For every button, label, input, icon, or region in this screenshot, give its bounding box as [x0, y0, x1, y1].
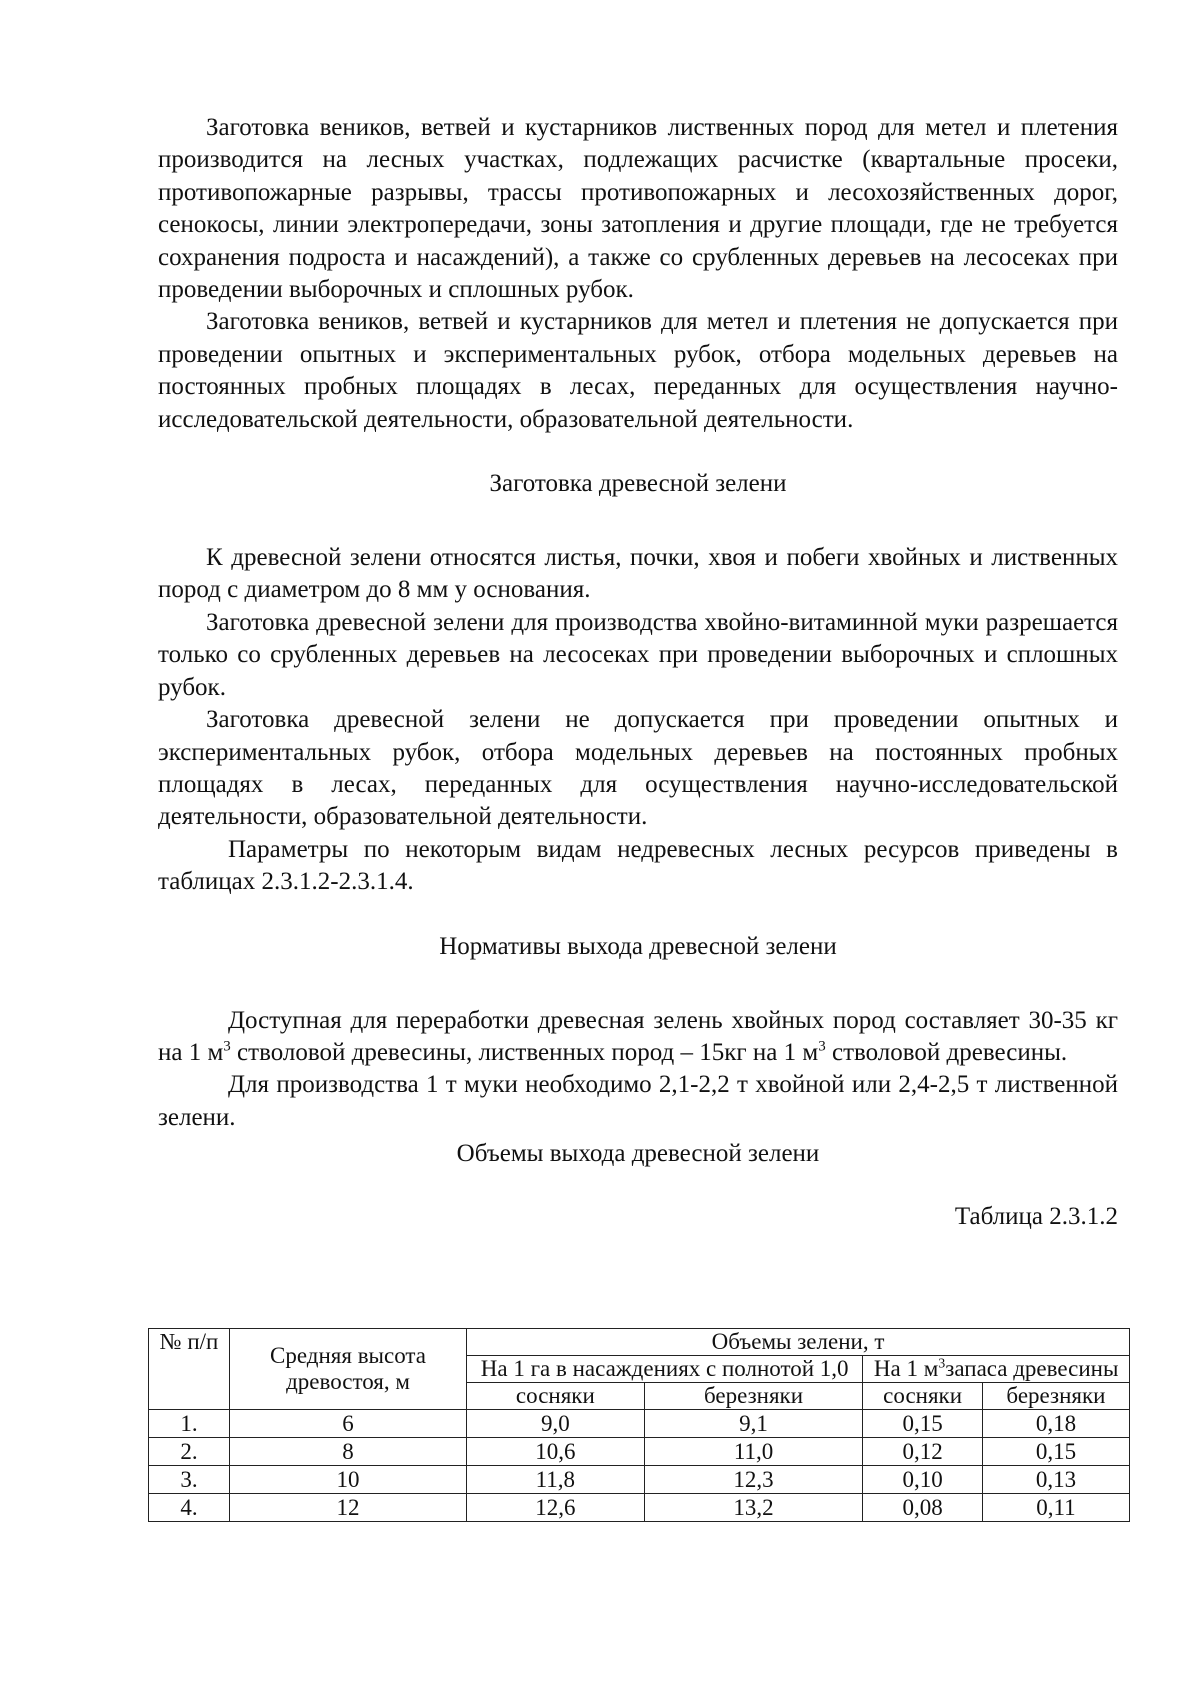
table-cell: 0,11: [982, 1494, 1129, 1522]
paragraph-parameters-reference: Параметры по некоторым видам недревесных лесных ресурсов приведены в таблицах 2.3.1.2-2.3.1.4.: [158, 835, 1118, 896]
header-birch-per-ha: березняки: [644, 1383, 863, 1410]
text-part: стволовой древесины, лиственных пород – 15кг на 1 м: [230, 1038, 819, 1066]
table-row: [149, 1438, 1130, 1466]
header-per-m3-sup: 3: [938, 1356, 946, 1372]
header-per-m3-pre: На 1 м: [873, 1356, 939, 1381]
header-number: № п/п: [149, 1329, 230, 1410]
table-row: [149, 1466, 1130, 1494]
heading-wood-greens: Заготовка древесной зелени: [489, 470, 787, 498]
header-average-height: Средняя высота древостоя, м: [230, 1329, 467, 1410]
header-per-m3-post: запаса древесины: [945, 1356, 1119, 1381]
table-cell: 0,15: [863, 1410, 983, 1438]
paragraph-greens-restriction: Заготовка древесной зелени не допускается при проведении опытных и экспериментальных рубок, отбора модельных деревьев на постоянных пробных площадях в лесах, переданных для осуществления научно-исследовательской деятельности, образовательной деятельности.: [158, 706, 1118, 831]
table-cell: 4.: [149, 1494, 230, 1522]
header-per-hectare: На 1 га в насаждениях с полнотой 1,0: [467, 1356, 863, 1383]
table-cell: 11,0: [644, 1438, 863, 1466]
table-cell: 13,2: [644, 1494, 863, 1522]
table-cell: 0,18: [982, 1410, 1129, 1438]
table-cell: 0,10: [863, 1466, 983, 1494]
header-birch-per-m3: березняки: [982, 1383, 1129, 1410]
header-per-cubic-meter: [863, 1356, 1130, 1383]
table-cell: 0,13: [982, 1466, 1129, 1494]
table-cell: 10: [230, 1466, 467, 1494]
paragraph-greens-definition: К древесной зелени относятся листья, почки, хвоя и побеги хвойных и лиственных пород с диаметром до 8 мм у основания.: [158, 544, 1118, 604]
table-cell: 11,8: [467, 1466, 645, 1494]
paragraph-available-greens: [158, 1005, 1118, 1070]
table-cell: 0,12: [863, 1438, 983, 1466]
greens-volume-table: [148, 1328, 1130, 1522]
header-pine-per-ha: сосняки: [467, 1383, 645, 1410]
table-cell: 6: [230, 1410, 467, 1438]
header-pine-per-m3: сосняки: [863, 1383, 983, 1410]
document-page: [158, 112, 1118, 1232]
table-cell: 12,3: [644, 1466, 863, 1494]
heading-greens-volumes: Объемы выхода древесной зелени: [456, 1140, 820, 1168]
superscript: 3: [223, 1038, 231, 1055]
table-cell: 0,08: [863, 1494, 983, 1522]
table-cell: 9,1: [644, 1410, 863, 1438]
table-cell: 12: [230, 1494, 467, 1522]
table-cell: 0,15: [982, 1438, 1129, 1466]
heading-greens-norms: Нормативы выхода древесной зелени: [439, 932, 837, 960]
table-row: [149, 1410, 1130, 1438]
table-cell: 3.: [149, 1466, 230, 1494]
text-part: стволовой древесины.: [825, 1038, 1068, 1066]
table-cell: 1.: [149, 1410, 230, 1438]
paragraph-brooms-restriction: Заготовка веников, ветвей и кустарников для метел и плетения не допускается при проведении опытных и экспериментальных рубок, отбора модельных деревьев на постоянных пробных площадях в лесах, переданных для осуществления научно-исследовательской деятельности, образовательной деятельности.: [158, 308, 1118, 433]
table-cell: 2.: [149, 1438, 230, 1466]
table-cell: 12,6: [467, 1494, 645, 1522]
paragraph-brooms-harvest: Заготовка веников, ветвей и кустарников лиственных пород для метел и плетения производится на лесных участках, подлежащих расчистке (квартальные просеки, противопожарные разрывы, трассы противопожарных и лесохозяйственных дорог, сенокосы, линии электропередачи, зоны затопления и другие площади, где не требуется сохранения подроста и насаждений), а также со срубленных деревьев на лесосеках при проведении выборочных и сплошных рубок.: [158, 114, 1118, 304]
table-cell: 9,0: [467, 1410, 645, 1438]
table-caption: Таблица 2.3.1.2: [954, 1203, 1118, 1231]
text-part: Доступная для переработки древесная зелень хвойных пород составляет 30-35 кг на 1 м: [158, 1006, 1118, 1066]
paragraph-greens-permission: Заготовка древесной зелени для производства хвойно-витаминной муки разрешается только со срубленных деревьев на лесосеках при проведении выборочных и сплошных рубок.: [158, 608, 1118, 701]
table-cell: 8: [230, 1438, 467, 1466]
header-greens-volumes: Объемы зелени, т: [467, 1329, 1130, 1356]
paragraph-flour-production: Для производства 1 т муки необходимо 2,1-2,2 т хвойной или 2,4-2,5 т лиственной зелени.: [158, 1071, 1118, 1131]
table-cell: 10,6: [467, 1438, 645, 1466]
table-row: [149, 1494, 1130, 1522]
superscript: 3: [818, 1038, 826, 1055]
